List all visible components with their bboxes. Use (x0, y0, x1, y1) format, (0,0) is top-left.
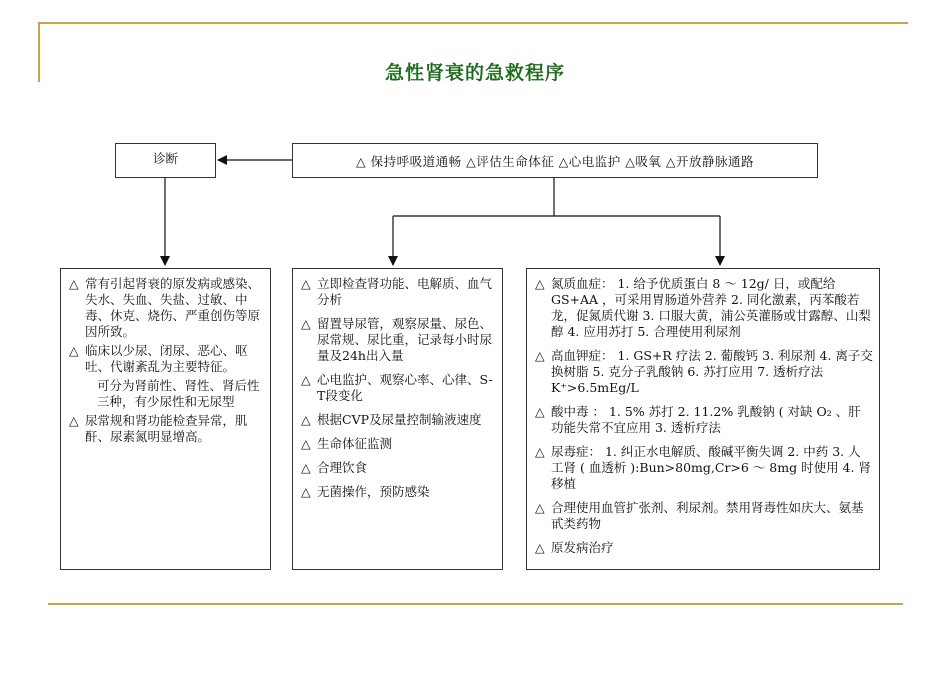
list-item: △ 无菌操作，预防感染 (301, 484, 430, 499)
triangle-bullet-icon: △ (535, 348, 545, 363)
triangle-bullet-icon: △ (69, 413, 79, 428)
list-item: △ 高血钾症： 1. GS+R 疗法 2. 葡酸钙 3. 利尿剂 4. 离子交换树脂 5. 克分子乳酸钠 6. 苏打应用 7. 透析疗法 K⁺>6.5mEg/L (535, 348, 873, 395)
list-item: △ 心电监护、观察心率、心律、S-T段变化 (301, 372, 493, 403)
triangle-bullet-icon: △ (535, 276, 545, 291)
list-item: △ 酸中毒 ： 1. 5% 苏打 2. 11.2% 乳酸钠 ( 对缺 O₂ 、肝功能失常不宜应用 3. 透析疗法 (535, 404, 861, 435)
triangle-bullet-icon: △ (535, 404, 545, 419)
triangle-bullet-icon: △ (301, 412, 311, 427)
monitoring-box (292, 268, 503, 570)
triangle-bullet-icon: △ (69, 343, 79, 358)
decorative-bottom-line (48, 603, 903, 605)
list-item: △ 留置导尿管，观察尿量、尿色、尿常规、尿比重，记录每小时尿量及24h出入量 (301, 316, 493, 363)
triangle-bullet-icon: △ (301, 436, 311, 451)
list-item: △ 合理饮食 (301, 460, 368, 475)
triangle-bullet-icon: △ (535, 540, 545, 555)
list-item: △ 尿常规和肾功能检查异常，肌酐、尿素氮明显增高。 (69, 413, 248, 444)
list-item: △ 生命体征监测 (301, 436, 393, 451)
treatment-box (526, 268, 880, 570)
triangle-bullet-icon: △ (535, 500, 545, 515)
triangle-bullet-icon: △ (301, 316, 311, 331)
list-item: △ 临床以少尿、闭尿、恶心、呕吐、代谢紊乱为主要特征。 (69, 343, 248, 374)
list-item: △ 原发病治疗 (535, 540, 614, 555)
diagnosis-label: 诊断 (152, 151, 178, 166)
list-item: △ 尿毒症： 1. 纠正水电解质、酸碱平衡失调 2. 中药 3. 人工肾 ( 血透析 ):Bun>80mg,Cr>6 ～ 8mg 时使用 4. 肾移植 (535, 444, 871, 491)
initial-actions-box (292, 143, 818, 178)
triangle-bullet-icon: △ (301, 460, 311, 475)
list-item: △ 合理使用血管扩张剂、利尿剂。禁用肾毒性如庆大、氨基甙类药物 (535, 500, 864, 531)
triangle-bullet-icon: △ (535, 444, 545, 459)
diagnosis-box (115, 143, 216, 178)
diagnosis-note: 可分为肾前性、肾性、肾后性三种，有少尿性和无尿型 (97, 378, 260, 409)
triangle-bullet-icon: △ (69, 276, 79, 291)
list-item: △ 根据CVP及尿量控制输液速度 (301, 412, 482, 427)
list-item: △ 常有引起肾衰的原发病或感染、失水、失血、失盐、过敏、中毒、休克、烧伤、严重创伤等原因所致。 (69, 276, 261, 339)
decorative-top-line (38, 22, 908, 24)
triangle-bullet-icon: △ (301, 372, 311, 387)
list-item: △ 氮质血症： 1. 给予优质蛋白 8 ～ 12g/ 日，或配给 GS+AA ，可采用胃肠道外营养 2. 同化激素，丙苯酸若龙，促氮质代谢 3. 口服大黄，浦公英灌肠或甘露醇、山梨醇 4. 应用苏打 5. 合理使用利尿剂 (535, 276, 871, 339)
initial-actions-text: △ 保持呼吸道通畅 △评估生命体征 △心电监护 △吸氧 △开放静脉通路 (356, 154, 754, 169)
triangle-bullet-icon: △ (301, 276, 311, 291)
page-title: 急性肾衰的急救程序 (384, 62, 565, 84)
list-item: △ 立即检查肾功能、电解质、血气分析 (301, 276, 493, 307)
triangle-bullet-icon: △ (301, 484, 311, 499)
diagnosis-details-box (60, 268, 271, 570)
